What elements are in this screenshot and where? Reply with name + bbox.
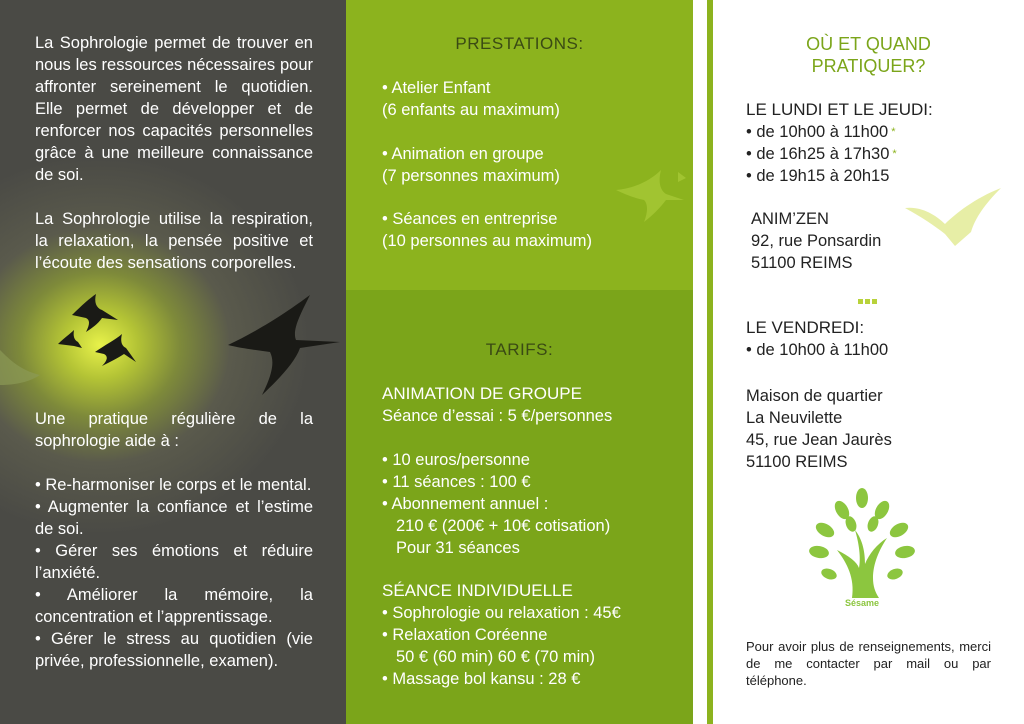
schedule-friday: [746, 317, 888, 361]
swallow-small-1: [72, 294, 118, 332]
group-heading: ANIMATION DE GROUPE: [382, 384, 582, 403]
list-item: • 10 euros/personne: [382, 451, 530, 469]
list-item: 210 € (200€ + 10€ cotisation): [396, 517, 611, 535]
list-item: • Sophrologie ou relaxation : 45€: [382, 604, 621, 622]
prestation-name: • Séances en entreprise: [382, 210, 558, 228]
benefits-list: [35, 474, 313, 672]
address-line: 45, rue Jean Jaurès: [746, 431, 892, 449]
tarifs-panel: [346, 290, 693, 724]
where-when-panel: [713, 0, 1024, 724]
day-heading: LE VENDREDI:: [746, 318, 865, 337]
prestations-title: PRESTATIONS:: [455, 34, 584, 53]
address-line: Maison de quartier: [746, 387, 883, 405]
address-maison-quartier: [746, 385, 892, 473]
day-heading: LE LUNDI ET LE JEUDI:: [746, 100, 933, 119]
group-pricing: [382, 383, 682, 559]
trial-price: Séance d’essai : 5 €/personnes: [382, 407, 613, 425]
list-item: • Augmenter la confiance et l’estime de soi.: [35, 498, 313, 538]
where-title-line: OÙ ET QUAND: [806, 34, 931, 54]
swallow-small-3: [58, 330, 82, 348]
swallow-green-decoration: [616, 160, 686, 230]
where-title-line: PRATIQUER?: [811, 56, 926, 76]
swallow-birds-illustration: [0, 290, 346, 400]
asterisk: *: [891, 126, 896, 138]
prestation-detail: (7 personnes maximum): [382, 167, 560, 185]
prestation-item: [382, 77, 682, 121]
swallow-faded: [0, 350, 40, 385]
sesame-tree-logo: [807, 488, 917, 613]
list-item: • Re-harmoniser le corps et le mental.: [35, 476, 312, 494]
schedule-monday-thursday: [746, 99, 933, 187]
swallow-light-decoration: [905, 186, 1005, 256]
address-line: La Neuvilette: [746, 409, 843, 427]
individual-heading: SÉANCE INDIVIDUELLE: [382, 581, 573, 600]
list-item: • Massage bol kansu : 28 €: [382, 670, 581, 688]
time-slot: • de 10h00 à 11h00: [746, 341, 889, 359]
where-title: [713, 33, 1024, 77]
address-animzen: [751, 208, 881, 274]
time-slot: • de 19h15 à 20h15: [746, 167, 890, 185]
list-item: 50 € (60 min) 60 € (70 min): [396, 648, 596, 666]
prestations-panel: [346, 0, 693, 290]
prestation-name: • Animation en groupe: [382, 145, 544, 163]
list-item: • 11 séances : 100 €: [382, 473, 531, 491]
time-slot: • de 16h25 à 17h30 *: [746, 145, 897, 163]
left-panel: [0, 0, 346, 724]
list-item: • Abonnement annuel :: [382, 495, 549, 513]
time-slot: • de 10h00 à 11h00 *: [746, 123, 896, 141]
prestation-name: • Atelier Enfant: [382, 79, 491, 97]
list-item: • Gérer ses émotions et réduire l’anxiété.: [35, 542, 313, 582]
contact-note: Pour avoir plus de renseignements, merci de me contacter par mail ou par téléphone.: [746, 639, 991, 688]
prestation-detail: (10 personnes au maximum): [382, 232, 593, 250]
swallow-large: [228, 295, 340, 395]
address-line: ANIM’ZEN: [751, 210, 829, 228]
prestation-detail: (6 enfants au maximum): [382, 101, 560, 119]
fold-separator: [693, 0, 707, 724]
tarifs-title: TARIFS:: [485, 340, 554, 359]
practice-paragraph: Une pratique régulière de la sophrologie aide à :: [35, 410, 313, 450]
individual-pricing: [382, 580, 682, 690]
address-line: 51100 REIMS: [746, 453, 848, 471]
list-item: • Gérer le stress au quotidien (vie privée, professionnelle, examen).: [35, 630, 313, 670]
separator-dots: [858, 291, 879, 309]
method-paragraph: La Sophrologie utilise la respiration, la relaxation, la pensée positive et l’écoute des sensations corporelles.: [35, 210, 313, 272]
address-line: 92, rue Ponsardin: [751, 232, 882, 250]
logo-text: Sésame: [844, 598, 880, 608]
swallow-small-2: [95, 334, 136, 366]
list-item: • Améliorer la mémoire, la concentration et l’apprentissage.: [35, 586, 313, 626]
asterisk: *: [892, 148, 897, 160]
list-item: • Relaxation Coréenne: [382, 626, 548, 644]
list-item: Pour 31 séances: [396, 539, 520, 557]
intro-paragraph: La Sophrologie permet de trouver en nous les ressources nécessaires pour affronter sereinement le quotidien. Elle permet de développer et de renforcer nos capacités personnelles grâce à une meilleure connaissance de soi.: [35, 34, 313, 184]
address-line: 51100 REIMS: [751, 254, 853, 272]
